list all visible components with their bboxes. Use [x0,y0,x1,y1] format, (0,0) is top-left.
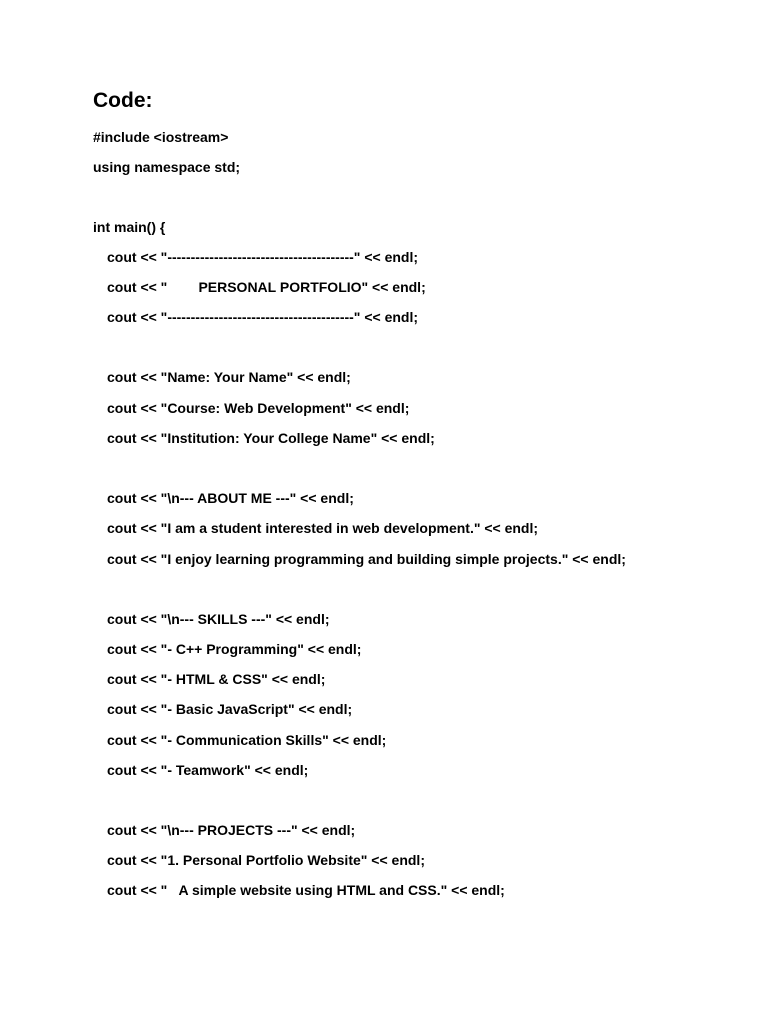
code-line-skill-communication: cout << "- Communication Skills" << endl; [107,732,387,748]
code-line-namespace: using namespace std; [93,159,241,175]
code-line-title: cout << " PERSONAL PORTFOLIO" << endl; [107,279,426,295]
code-line-main: int main() { [93,219,166,235]
code-line-project-1: cout << "1. Personal Portfolio Website" << endl; [107,852,425,868]
code-heading: Code: [93,89,153,112]
code-line-course: cout << "Course: Web Development" << endl; [107,400,410,416]
code-line-projects-header: cout << "\n--- PROJECTS ---" << endl; [107,822,356,838]
code-line-skill-teamwork: cout << "- Teamwork" << endl; [107,762,309,778]
code-line-skill-js: cout << "- Basic JavaScript" << endl; [107,701,353,717]
code-line-divider-top: cout << "----------------------------------------" << endl; [107,249,419,265]
code-line-about-header: cout << "\n--- ABOUT ME ---" << endl; [107,490,354,506]
code-line-institution: cout << "Institution: Your College Name" << endl; [107,430,435,446]
code-line-skills-header: cout << "\n--- SKILLS ---" << endl; [107,611,330,627]
code-line-about-2: cout << "I enjoy learning programming and building simple projects." << endl; [107,551,626,567]
code-line-about-1: cout << "I am a student interested in web development." << endl; [107,520,539,536]
code-line-skill-html: cout << "- HTML & CSS" << endl; [107,671,326,687]
code-line-skill-cpp: cout << "- C++ Programming" << endl; [107,641,362,657]
code-line-divider-bottom: cout << "----------------------------------------" << endl; [107,309,419,325]
code-line-name: cout << "Name: Your Name" << endl; [107,369,351,385]
code-line-include: #include <iostream> [93,129,229,145]
code-line-project-1-desc: cout << " A simple website using HTML and CSS." << endl; [107,882,505,898]
